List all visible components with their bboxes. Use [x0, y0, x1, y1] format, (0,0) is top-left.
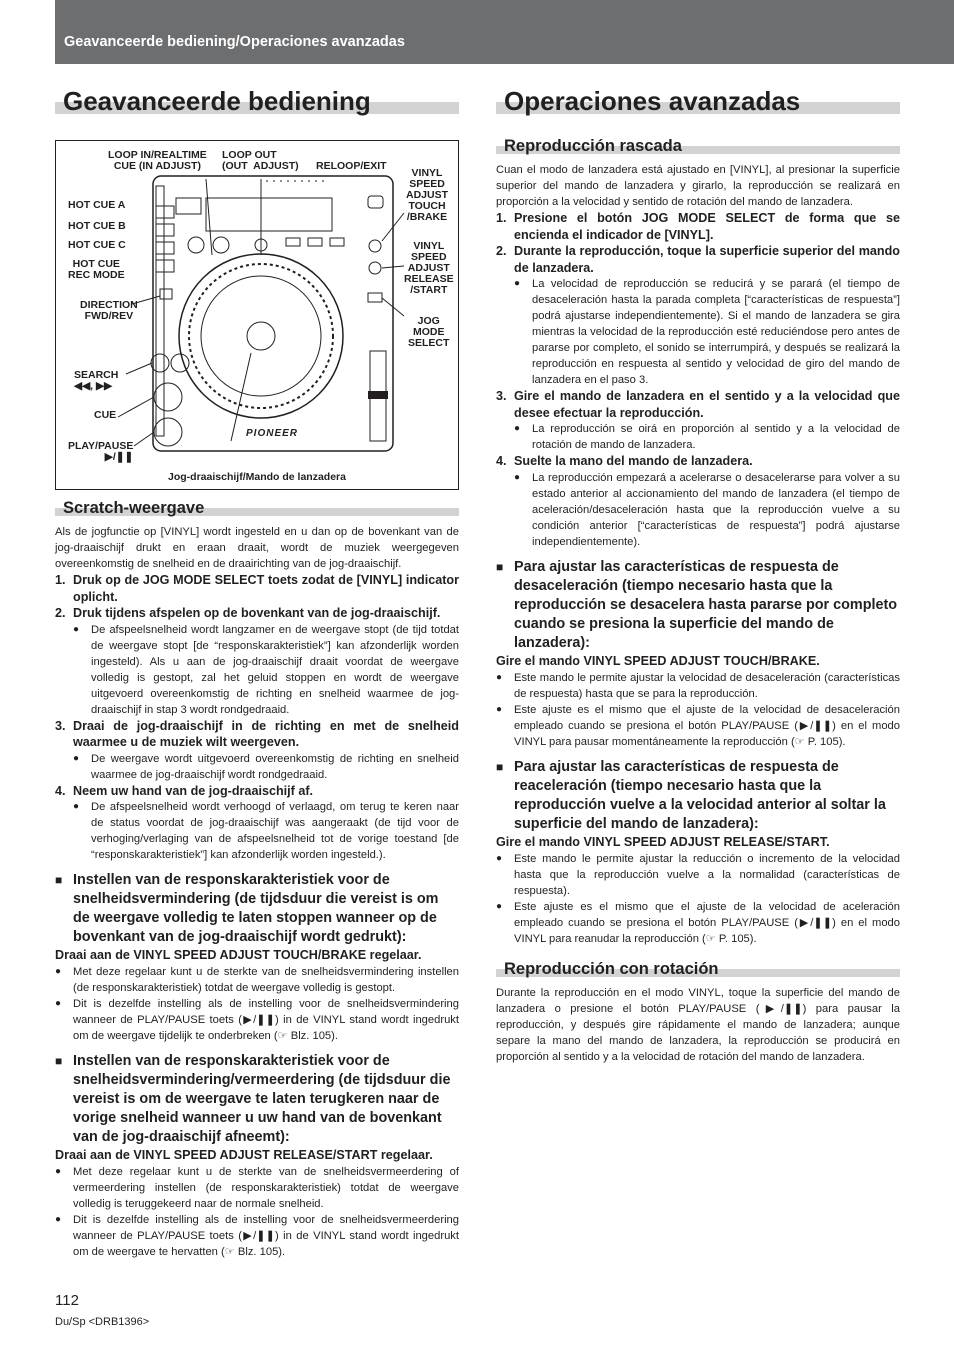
bullet-icon: ●: [514, 423, 521, 434]
bullet-icon: ●: [514, 278, 521, 289]
step-number: 3.: [55, 718, 66, 733]
bullet-text: De afspeelsnelheid wordt verhoogd of verlaagd, om terug te keren naar de status voordat de jog-draaischijf was aangeraakt (de tijd voor de verhoging/verlaging van de afspeelsnelheid tot de vorige toestand [de “responskarakteristiek”] kan afzonderlijk worden ingesteld.).: [91, 801, 459, 861]
label-hot-cue-b: HOT CUE B: [68, 220, 126, 232]
bullet-text: Este mando le permite ajustar la velocidad de desaceleración (características de respuesta) hasta que se para la reproducción.: [514, 671, 900, 700]
right-sec1-title: Para ajustar las características de respuesta de desaceleración (tiempo necesario hasta que la reproducción se desacelera hasta pararse por completo cuando se presiona la superficie del mando de lanzadera):: [514, 558, 898, 651]
step-item: [496, 210, 900, 243]
left-title: Geavanceerde bediening: [55, 86, 459, 116]
pioneer-logo: PIONEER: [246, 428, 299, 439]
step-item: [55, 718, 459, 751]
bullet-text: Met deze regelaar kunt u de sterkte van de snelheidsvermeerdering of vermeerdering instellen (de responskarakteristiek) totdat de weergave volledig is teruggekeerd naar de normale snelheid.: [73, 1166, 459, 1210]
page-number: 112: [55, 1292, 79, 1309]
left-sec1-heading: [55, 871, 459, 947]
right-sec2-heading: [496, 758, 900, 834]
step-number: 2.: [55, 606, 66, 620]
doc-code: Du/Sp <DRB1396>: [55, 1316, 150, 1328]
step-text: Neem uw hand van de jog-draaischijf af.: [73, 783, 314, 798]
right-intro: Cuan el modo de lanzadera está ajustado en [VINYL], al presionar la superficie superior del mando de lanzadera y girarlo, la reproducción se realizará en proporción a la velocidad y sentido de rotación del mando de lanzadera.: [496, 164, 900, 208]
bullet-icon: ●: [73, 801, 80, 812]
right-sec1-heading: [496, 558, 900, 653]
bullet-icon: ●: [55, 1166, 62, 1177]
bullet-item: [55, 1164, 459, 1212]
step-text: Druk op de JOG MODE SELECT toets zodat de [VINYL] indicator oplicht.: [73, 573, 459, 604]
step-text: Gire el mando de lanzadera en el sentido y a la velocidad que desee efectuar la reproducción.: [514, 389, 900, 420]
label-search: SEARCH ◀◀, ▶▶: [74, 369, 119, 392]
right-sec2-sub: Gire el mando VINYL SPEED ADJUST RELEASE/START.: [496, 834, 830, 849]
bullet-icon: ●: [55, 998, 62, 1009]
bullet-text: Este mando le permite ajustar la reducción o incremento de la velocidad hasta que la reproducción vuelve a la normalidad (características de respuesta).: [514, 852, 900, 897]
right-scratch-title: Reproducción rascada: [496, 136, 900, 156]
right-rotation-text: Durante la reproducción en el modo VINYL, toque la superficie del mando de lanzadera o presione el botón PLAY/PAUSE (▶/❚❚) para pausar la reproducción, y después gire rápidamente el mando de lanzadera; aunque separe la mano del mando de lanzadera, la reproducción se producirá en proporción al sentido y a la velocidad de rotación del mando de lanzadera.: [496, 986, 900, 1063]
step-number: 4.: [55, 783, 66, 798]
bullet-text: Dit is dezelfde instelling als de instelling voor de snelheidsvermeerdering wanneer de PLAY/PAUSE toets (▶/❚❚) in de VINYL stand wordt ingedrukt om de weergave te hervatten (☞ Blz. 105).: [73, 1214, 459, 1258]
bullet-icon: ●: [55, 1214, 62, 1225]
step-text: Suelte la mano del mando de lanzadera.: [514, 454, 753, 468]
square-bullet-icon: ■: [55, 1054, 63, 1068]
bullet-text: La reproducción se oirá en proporción al sentido y a la velocidad de rotación de mando de lanzadera.: [532, 423, 900, 451]
step-item: [496, 453, 900, 470]
bullet-item: [55, 1212, 459, 1260]
bullet-item: [514, 276, 900, 388]
cdj-diagram: [55, 140, 459, 490]
step-number: 1.: [496, 211, 507, 225]
square-bullet-icon: ■: [496, 759, 504, 774]
left-sec1-title: Instellen van de responskarakteristiek voor de snelheidsvermindering (de tijdsduur die vereist is om de weergave volledig te laten stoppen wanneer op de bovenkant van de jog-draaischijf wordt gedrukt):: [73, 872, 439, 945]
bullet-item: [496, 702, 900, 750]
label-loop-in: LOOP IN/REALTIME CUE (IN ADJUST): [108, 149, 207, 172]
bullet-item: [73, 751, 459, 783]
bullet-item: [514, 421, 900, 453]
bullet-text: De weergave wordt uitgevoerd overeenkomstig de richting en snelheid waarmee de jog-draaischijf wordt rondgedraaid.: [91, 752, 459, 781]
bullet-text: La reproducción empezará a acelerarse o desacelerarse para volver a su estado anterior al accionamiento del mando de lanzadera (el tiempo de aceleración/desaceleración hasta que la reproducción vuelve a su condición anterior [“características de respuesta”] podrá ajustarse independientemente).: [532, 471, 900, 548]
label-reloop: RELOOP/EXIT: [316, 160, 387, 172]
label-touch-brake: VINYL SPEED ADJUST TOUCH /BRAKE: [406, 167, 449, 223]
right-rotation-title: Reproducción con rotación: [496, 959, 900, 979]
step-number: 3.: [496, 389, 507, 403]
label-jog-mode: JOG MODE SELECT: [408, 315, 450, 349]
label-play-pause: PLAY/PAUSE ▶/❚❚: [68, 440, 134, 463]
step-text: Druk tijdens afspelen op de bovenkant van de jog-draaischijf.: [73, 606, 441, 620]
bullet-item: [55, 996, 459, 1044]
bullet-text: La velocidad de reproducción se reducirá y se parará (el tiempo de desaceleración hasta la parada completa [“características de respuesta”] podrá ajustarse independientemente). Si el mando de lanzadera se gira mientras la velocidad de la reproducción esté reduciéndose pero antes de pararse por completo, el sonido se interrumpirá, y después se realizará la reproducción en respuesta al sentido y velocidad de giro del mando de lanzadera en el paso 3.: [532, 278, 900, 386]
bullet-icon: ●: [496, 852, 503, 864]
bullet-icon: ●: [514, 471, 521, 483]
step-text: Presione el botón JOG MODE SELECT de forma que se encienda el indicador de [VINYL].: [514, 211, 900, 242]
right-sec1-sub: Gire el mando VINYL SPEED ADJUST TOUCH/BRAKE.: [496, 653, 820, 668]
step-number: 4.: [496, 454, 507, 468]
left-column: [55, 524, 459, 1260]
label-hot-cue-c: HOT CUE C: [68, 239, 126, 251]
left-intro: Als de jogfunctie op [VINYL] wordt ingesteld en u dan op de bovenkant van de jog-draaischijf drukt en eraan draait, wordt de muziek weergegeven overeenkomstig de snelheid en de draairichting van de jog-draaischijf.: [55, 526, 459, 570]
step-item: [496, 388, 900, 421]
left-sec2-title: Instellen van de responskarakteristiek voor de snelheidsvermindering/vermeerdering (de tijdsduur die vereist is om de weergave te laten terugkeren naar de vorige snelheid wanneer u uw hand van de bovenkant van de jog-draaischijf afneemt):: [73, 1053, 451, 1145]
label-release-start: VINYL SPEED ADJUST RELEASE /START: [404, 240, 454, 296]
step-item: [55, 783, 459, 800]
step-number: 2.: [496, 244, 507, 258]
bullet-item: [73, 799, 459, 863]
page-header-bar: [55, 0, 954, 64]
label-hot-cue-a: HOT CUE A: [68, 199, 126, 211]
bullet-item: [73, 622, 459, 718]
bullet-icon: ●: [496, 703, 503, 715]
left-sec2-sub: Draai aan de VINYL SPEED ADJUST RELEASE/START regelaar.: [55, 1148, 433, 1162]
label-rec-mode: HOT CUE REC MODE: [68, 258, 125, 281]
bullet-text: De afspeelsnelheid wordt langzamer en de weergave stopt (de tijd totdat de weergave stopt [de “responskarakteristiek”] kan afzonderlijk worden ingesteld). Als u aan de jog-draaischijf draait voordat de weergave volledig is gestopt, zal het geluid stoppen en wordt de weergave uitgevoerd overeenkomstig de richting en snelheid waarmee de jog-draaischijf in stap 3 wordt rondgedraaid.: [91, 623, 459, 716]
step-text: Durante la reproducción, toque la superficie superior del mando de lanzadera.: [514, 244, 900, 275]
bullet-item: [496, 899, 900, 947]
bullet-icon: ●: [496, 900, 503, 912]
bullet-item: [514, 470, 900, 550]
left-sec2-heading: [55, 1052, 459, 1147]
step-item: [55, 572, 459, 605]
label-jog-wheel: Jog-draaischijf/Mando de lanzadera: [168, 471, 346, 483]
bullet-icon: ●: [55, 966, 62, 977]
left-scratch-title: Scratch-weergave: [55, 498, 459, 518]
bullet-text: Met deze regelaar kunt u de sterkte van de snelheidsvermindering instellen (de responskarakteristiek) totdat de weergave volledig is gestopt.: [73, 966, 459, 994]
bullet-icon: ●: [496, 671, 503, 683]
bullet-item: [55, 964, 459, 996]
square-bullet-icon: ■: [55, 873, 63, 887]
right-column: [496, 162, 900, 1065]
label-direction: DIRECTION FWD/REV: [80, 299, 138, 322]
header-title: Geavanceerde bediening/Operaciones avanzadas: [64, 34, 405, 50]
right-sec2-title: Para ajustar las características de respuesta de reaceleración (tiempo necesario hasta que la reproducción vuelve a la velocidad anterior al soltar la superficie del mando de lanzadera):: [514, 758, 886, 832]
bullet-icon: ●: [73, 623, 80, 635]
square-bullet-icon: ■: [496, 559, 504, 574]
bullet-item: [496, 670, 900, 702]
step-item: [55, 605, 459, 622]
bullet-icon: ●: [73, 752, 80, 764]
label-cue: CUE: [94, 409, 117, 421]
right-title: Operaciones avanzadas: [496, 86, 900, 116]
step-item: [496, 243, 900, 276]
bullet-item: [496, 851, 900, 899]
step-number: 1.: [55, 573, 66, 587]
bullet-text: Este ajuste es el mismo que el ajuste de la velocidad de aceleración empleado cuando se presiona el botón PLAY/PAUSE (▶/❚❚) en el modo VINYL para reanudar la reproducción (☞ P. 105).: [514, 900, 900, 945]
bullet-text: Este ajuste es el mismo que el ajuste de la velocidad de desaceleración empleado cuando se presiona el botón PLAY/PAUSE (▶/❚❚) en el modo VINYL para pausar momentáneamente la reproducción (☞ P. 105).: [514, 703, 900, 748]
bullet-text: Dit is dezelfde instelling als de instelling voor de snelheidsvermindering wanneer de PLAY/PAUSE toets (▶/❚❚) in de VINYL stand wordt ingedrukt om de weergave tijdelijk te onderbreken (☞ Blz. 105).: [73, 998, 459, 1042]
left-sec1-sub: Draai aan de VINYL SPEED ADJUST TOUCH/BRAKE regelaar.: [55, 948, 422, 962]
step-text: Draai de jog-draaischijf in de richting en met de snelheid waarmee u de muziek wilt weergeven.: [73, 718, 459, 749]
label-loop-out: LOOP OUT (OUT ADJUST): [222, 149, 299, 172]
